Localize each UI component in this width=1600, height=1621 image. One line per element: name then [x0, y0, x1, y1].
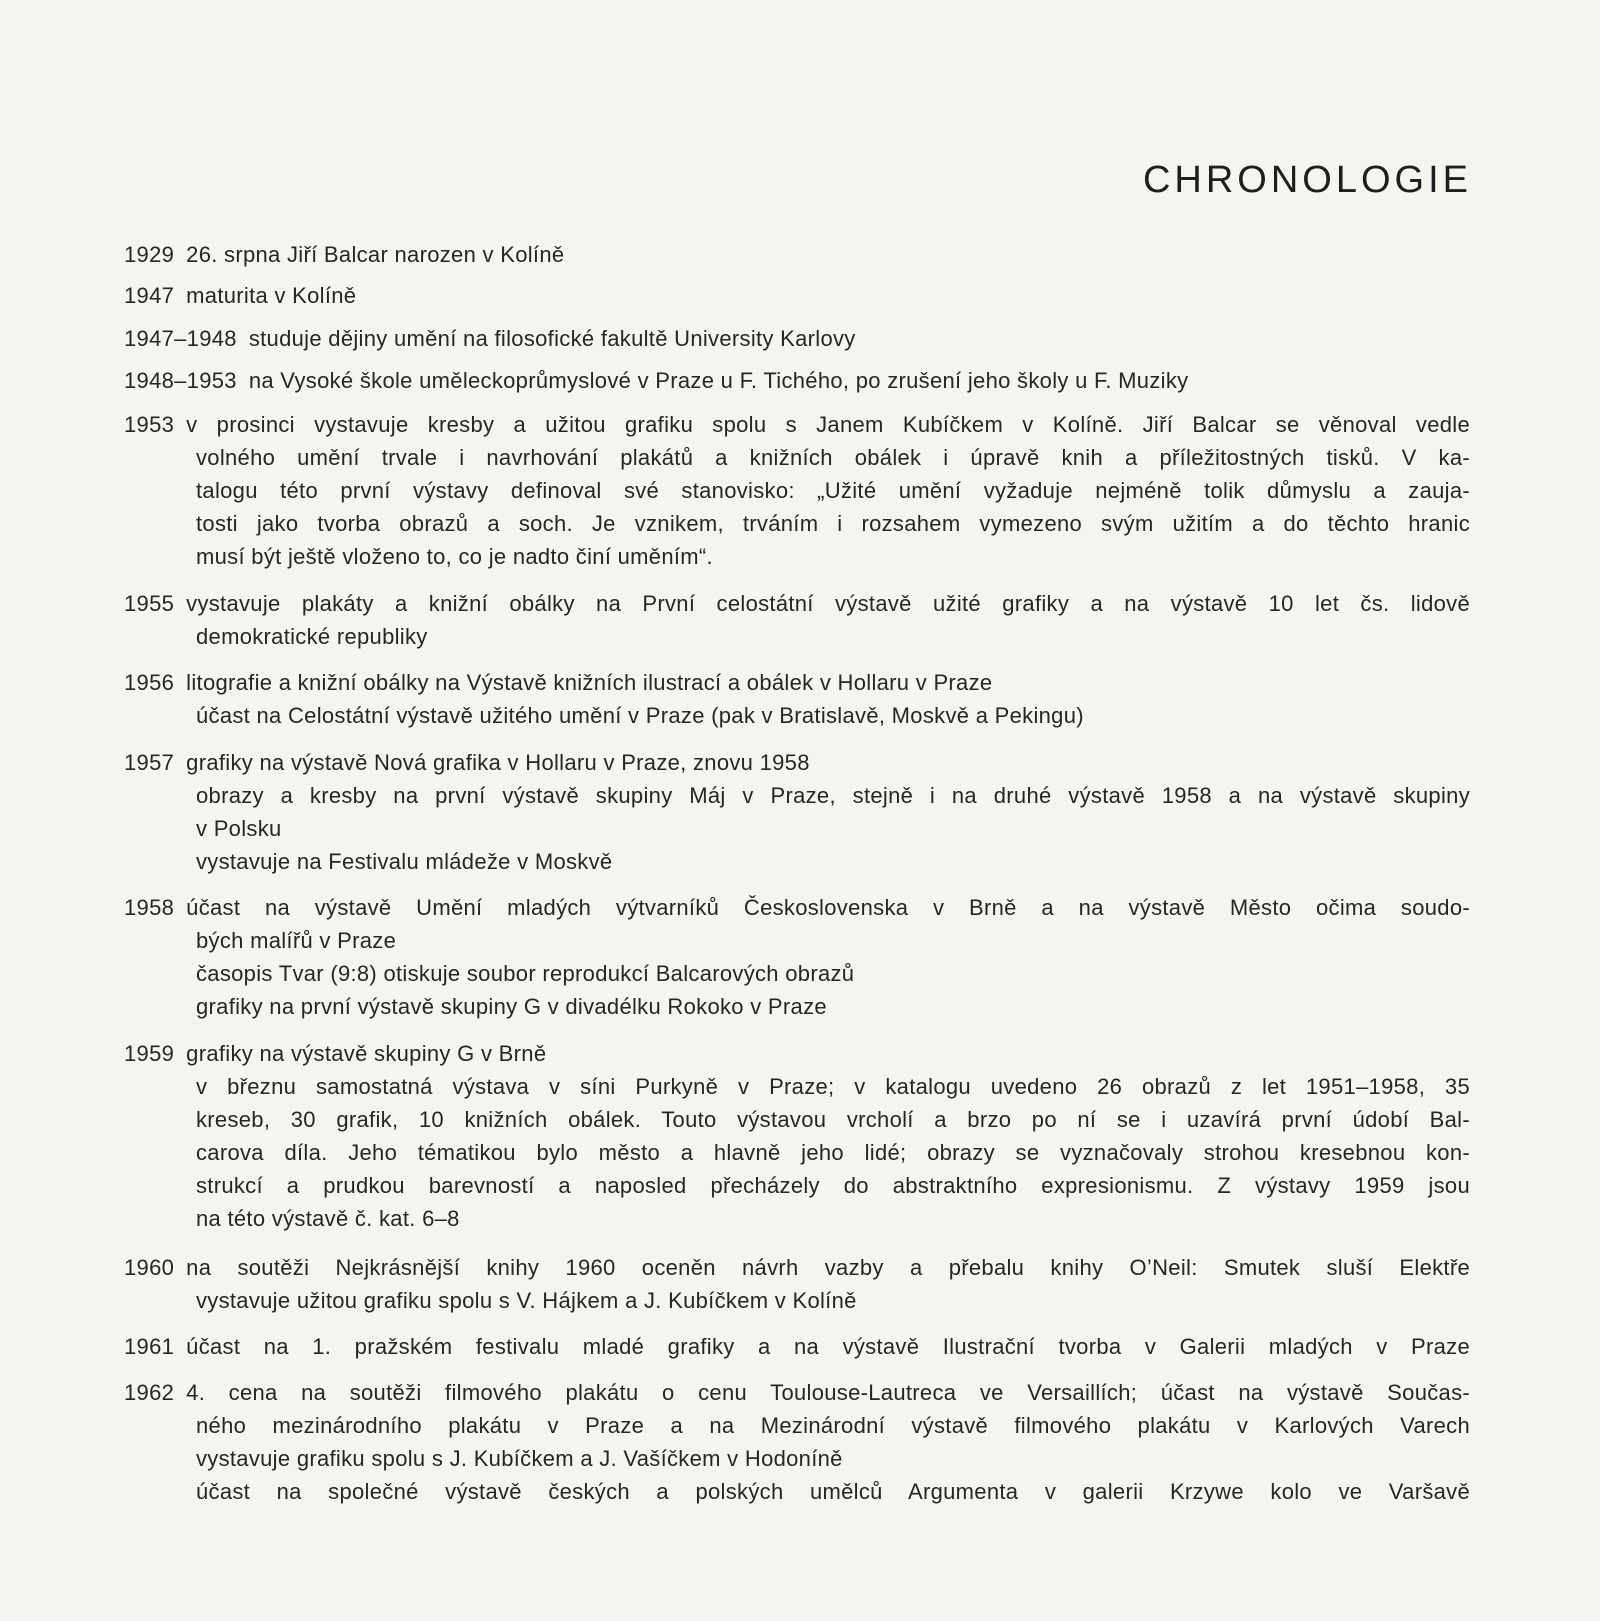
entry-text: účast na 1. pražském festivalu mladé grafiky a na výstavě Ilustrační tvorba v Galerii mladých v Praze [186, 1334, 1470, 1359]
entry-text: účast na společné výstavě českých a polských umělců Argumenta v galerii Krzywe kolo ve Varšavě [196, 1479, 1470, 1504]
entry-text: vystavuje na Festivalu mládeže v Moskvě [196, 849, 613, 874]
entry-line [124, 1251, 1470, 1284]
entry-year: 1961 [124, 1334, 175, 1359]
entry-line [124, 746, 1470, 779]
entry-line [124, 322, 1470, 355]
entry-text: v březnu samostatná výstava v síni Purkyně v Praze; v katalogu uvedeno 26 obrazů z let 1951–1958, 35 [196, 1074, 1470, 1099]
entry-line [124, 1376, 1470, 1409]
entry-text: ného mezinárodního plakátu v Praze a na Mezinárodní výstavě filmového plakátu v Karlových Varech [196, 1413, 1470, 1438]
entry-text: volného umění trvale i navrhování plakátů a knižních obálek i úpravě knih a příležitostných tisků. V ka- [196, 445, 1470, 470]
entry-line [196, 1202, 1470, 1235]
chronology-entry [124, 587, 1470, 653]
entry-line [196, 957, 1470, 990]
entry-year: 1947 [124, 283, 175, 308]
entry-line [196, 620, 1470, 653]
chronology-entry [124, 746, 1470, 878]
entry-text: na této výstavě č. kat. 6–8 [196, 1206, 460, 1231]
entry-year: 1956 [124, 670, 175, 695]
entry-line [124, 891, 1470, 924]
entry-line [124, 408, 1470, 441]
entry-text: vystavuje plakáty a knižní obálky na První celostátní výstavě užité grafiky a na výstavě 10 let čs. lidově [186, 591, 1470, 616]
entry-text: studuje dějiny umění na filosofické fakultě University Karlovy [248, 326, 856, 351]
entry-line [196, 1169, 1470, 1202]
entry-text: na Vysoké škole uměleckoprůmyslové v Praze u F. Tichého, po zrušení jeho školy u F. Muziky [248, 368, 1189, 393]
entry-text: grafiky na výstavě skupiny G v Brně [186, 1041, 547, 1066]
entry-year: 1960 [124, 1255, 175, 1280]
chronology-entry [124, 408, 1470, 573]
entry-line [124, 1330, 1470, 1363]
entry-text: maturita v Kolíně [186, 283, 357, 308]
entry-year: 1953 [124, 412, 175, 437]
entry-text: grafiky na výstavě Nová grafika v Hollaru v Praze, znovu 1958 [186, 750, 810, 775]
entry-line [196, 540, 1470, 573]
entry-line [196, 441, 1470, 474]
entry-text: litografie a knižní obálky na Výstavě knižních ilustrací a obálek v Hollaru v Praze [186, 670, 993, 695]
entry-line [124, 364, 1470, 397]
entry-line [196, 1442, 1470, 1475]
entry-text: carova díla. Jeho tématikou bylo město a hlavně jeho lidé; obrazy se vyznačovaly strohou kresebnou kon- [196, 1140, 1470, 1165]
entry-year: 1962 [124, 1380, 175, 1405]
entry-year: 1948–1953 [124, 368, 237, 393]
entry-line [124, 587, 1470, 620]
entry-line [196, 1103, 1470, 1136]
entry-line [196, 1136, 1470, 1169]
entry-text: bých malířů v Praze [196, 928, 397, 953]
entry-line [196, 699, 1470, 732]
entry-text: 4. cena na soutěži filmového plakátu o cenu Toulouse-Lautreca ve Versaillích; účast na výstavě Součas- [186, 1380, 1470, 1405]
chronology-entry [124, 279, 1470, 312]
chronology-entry [124, 1251, 1470, 1317]
entry-text: účast na Celostátní výstavě užitého umění v Praze (pak v Bratislavě, Moskvě a Pekingu) [196, 703, 1084, 728]
entry-line [196, 1475, 1470, 1508]
entry-line [196, 1070, 1470, 1103]
chronology-entry [124, 322, 1470, 355]
chronology-entry [124, 1037, 1470, 1235]
entry-line [124, 666, 1470, 699]
entry-text: časopis Tvar (9:8) otiskuje soubor reprodukcí Balcarových obrazů [196, 961, 855, 986]
entry-text: na soutěži Nejkrásnější knihy 1960 oceněn návrh vazby a přebalu knihy O’Neil: Smutek sluší Elektře [186, 1255, 1470, 1280]
entry-line [124, 279, 1470, 312]
chronology-entry [124, 666, 1470, 732]
entry-text: vystavuje užitou grafiku spolu s V. Hájkem a J. Kubíčkem v Kolíně [196, 1288, 857, 1313]
entry-line [196, 812, 1470, 845]
entry-text: v Polsku [196, 816, 282, 841]
entry-text: musí být ještě vloženo to, co je nadto činí uměním“. [196, 544, 713, 569]
entry-year: 1957 [124, 750, 175, 775]
entry-text: kreseb, 30 grafik, 10 knižních obálek. Touto výstavou vrcholí a brzo po ní se i uzavírá první údobí Bal- [196, 1107, 1470, 1132]
chronology-entry [124, 1376, 1470, 1508]
entry-line [196, 990, 1470, 1023]
entry-year: 1955 [124, 591, 175, 616]
entry-line [196, 1409, 1470, 1442]
entry-text: strukcí a prudkou barevností a naposled přecházely do abstraktního expresionismu. Z výstavy 1959 jsou [196, 1173, 1470, 1198]
page-title: CHRONOLOGIE [1142, 159, 1472, 202]
chronology-entry [124, 1330, 1470, 1363]
entry-text: grafiky na první výstavě skupiny G v divadélku Rokoko v Praze [196, 994, 827, 1019]
entry-line [196, 845, 1470, 878]
entry-year: 1947–1948 [124, 326, 237, 351]
entry-text: 26. srpna Jiří Balcar narozen v Kolíně [186, 242, 565, 267]
entry-text: talogu této první výstavy definoval své stanovisko: „Užité umění vyžaduje nejméně tolik důmyslu a zauja- [196, 478, 1470, 503]
entry-line [196, 779, 1470, 812]
entry-line [196, 507, 1470, 540]
chronology-entry [124, 364, 1470, 397]
entry-year: 1929 [124, 242, 175, 267]
entry-line [196, 1284, 1470, 1317]
chronology-entry [124, 891, 1470, 1023]
entry-text: tosti jako tvorba obrazů a soch. Je vznikem, trváním i rozsahem vymezeno svým užitím a do těchto hranic [196, 511, 1470, 536]
entry-text: vystavuje grafiku spolu s J. Kubíčkem a J. Vašíčkem v Hodoníně [196, 1446, 843, 1471]
chronology-entry [124, 238, 1470, 271]
entry-text: účast na výstavě Umění mladých výtvarníků Československa v Brně a na výstavě Město očima soudo- [186, 895, 1470, 920]
entry-text: obrazy a kresby na první výstavě skupiny Máj v Praze, stejně i na druhé výstavě 1958 a na výstavě skupiny [196, 783, 1470, 808]
entry-line [124, 238, 1470, 271]
entry-year: 1958 [124, 895, 175, 920]
entry-text: demokratické republiky [196, 624, 428, 649]
entry-line [196, 474, 1470, 507]
entry-line [196, 924, 1470, 957]
entry-line [124, 1037, 1470, 1070]
entry-text: v prosinci vystavuje kresby a užitou grafiku spolu s Janem Kubíčkem v Kolíně. Jiří Balcar se věnoval vedle [186, 412, 1470, 437]
entry-year: 1959 [124, 1041, 175, 1066]
